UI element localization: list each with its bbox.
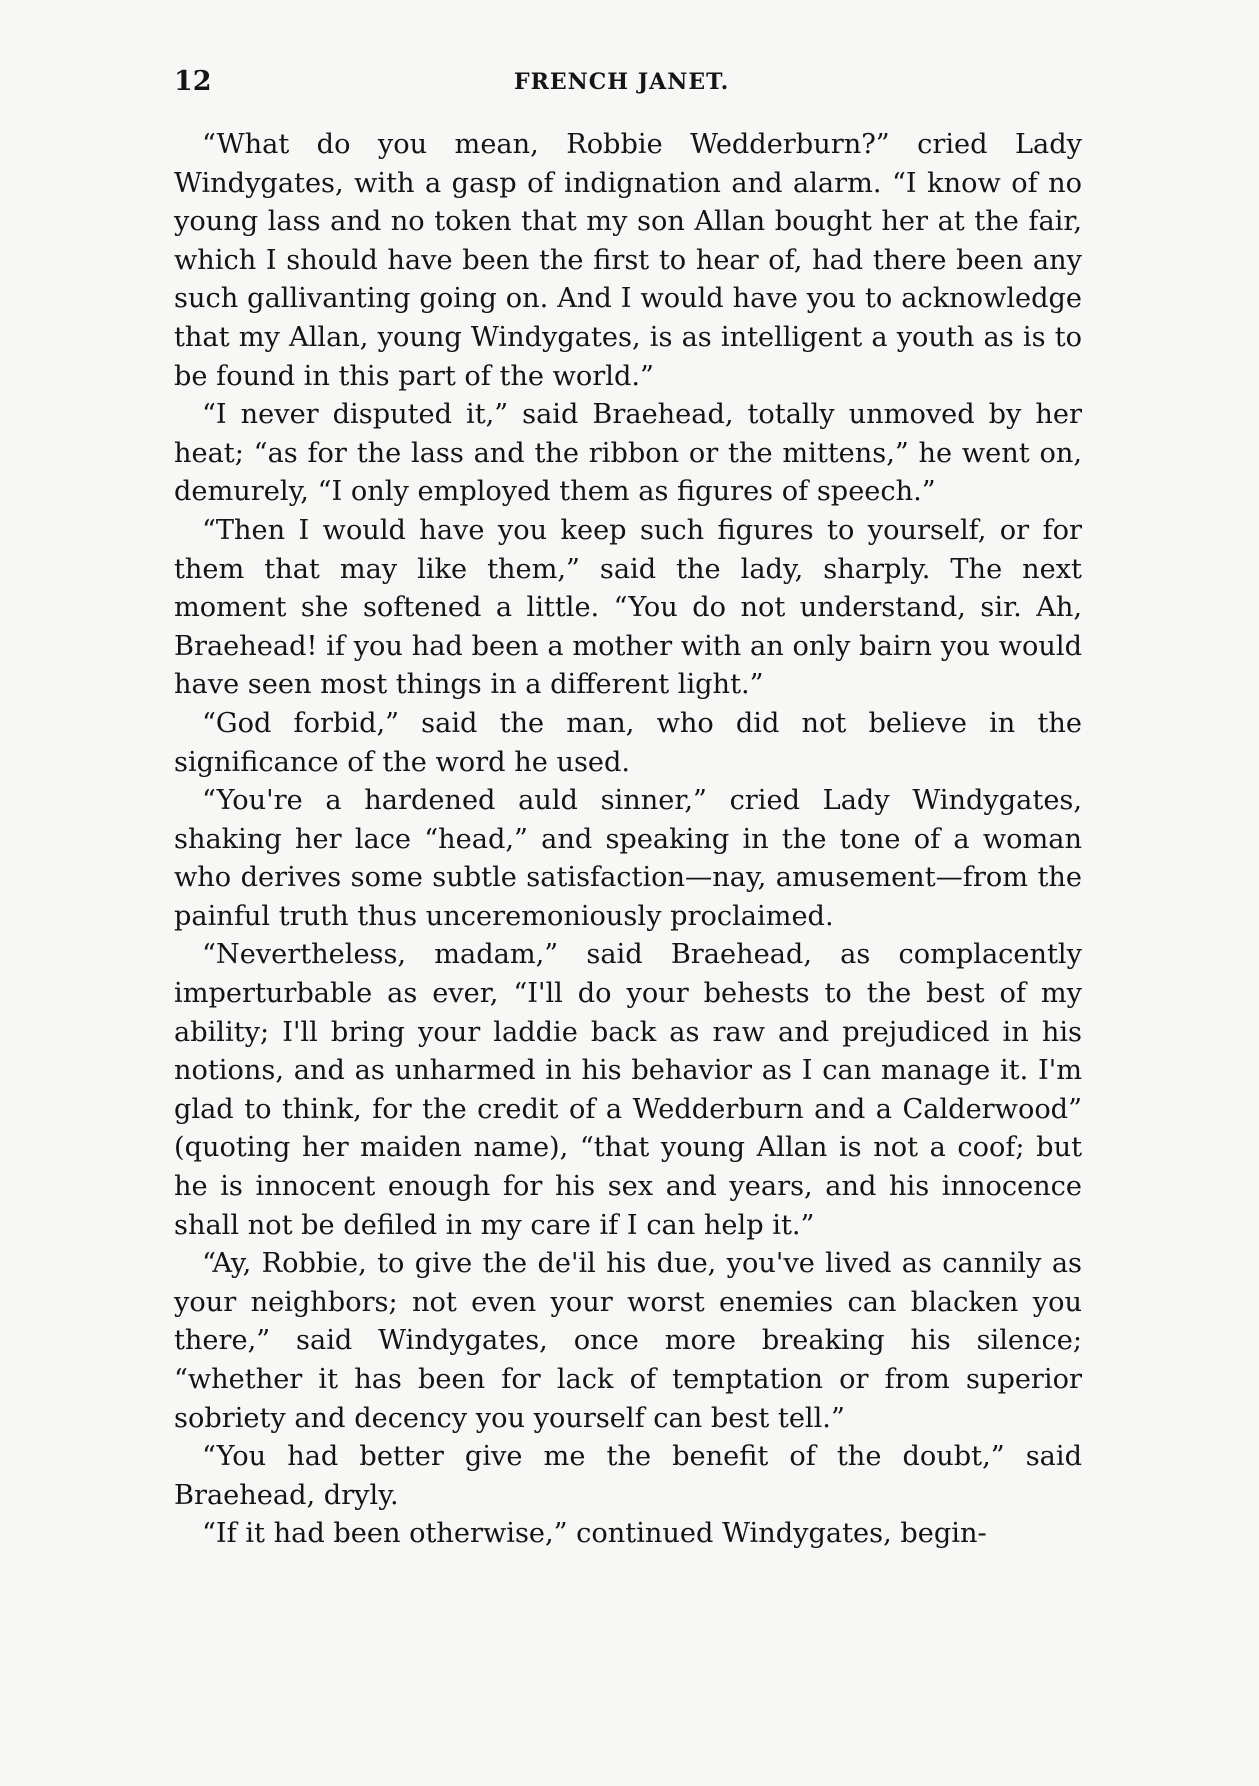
paragraph: “Nevertheless, madam,” said Braehead, as complacently imperturbable as ever, “I'll do your behests to the best of my ability; I'll bring your laddie back as raw and prejudiced in his notions, and as unharmed in his behavior as I can manage it. I'm glad to think, for the credit of a Wedderburn and a Calderwood” (quoting her maiden name), “that young Allan is not a coof; but he is innocent enough for his sex and years, and his innocence shall not be defiled in my care if I can help it.” <box>174 939 1082 1241</box>
paragraph: “You had better give me the benefit of the doubt,” said Braehead, dryly. <box>174 1441 1082 1511</box>
paragraph: “Then I would have you keep such figures to yourself, or for them that may like them,” said the lady, sharply. The next moment she softened a little. “You do not understand, sir. Ah, Braehead! if you had been a mother with an only bairn you would have seen most things in a different light.” <box>174 514 1082 701</box>
page-number: 12 <box>174 66 212 97</box>
paragraph: “I never disputed it,” said Braehead, totally unmoved by her heat; “as for the lass and the ribbon or the mittens,” he went on, demurely, “I only employed them as figures of speech.” <box>174 399 1082 508</box>
running-head <box>174 60 1082 104</box>
paragraph: “If it had been otherwise,” continued Windygates, begin- <box>202 1518 987 1550</box>
paragraph: “What do you mean, Robbie Wedderburn?” cried Lady Windygates, with a gasp of indignation and alarm. “I know of no young lass and no token that my son Allan bought her at the fair, which I should have been the first to hear of, had there been any such gallivanting going on. And I would have you to acknowledge that my Allan, young Windygates, is as intelligent a youth as is to be found in this part of the world.” <box>174 129 1082 392</box>
paragraph: “God forbid,” said the man, who did not believe in the significance of the word he used. <box>174 707 1082 778</box>
paragraph: “You're a hardened auld sinner,” cried Lady Windygates, shaking her lace “head,” and speaking in the tone of a woman who derives some subtle satisfaction—nay, amusement—from the painful truth thus unceremoniously proclaimed. <box>174 785 1082 932</box>
paragraph: “Ay, Robbie, to give the de'il his due, you've lived as cannily as your neighbors; not even your worst enemies can blacken you there,” said Windygates, once more breaking his silence; “whether it has been for lack of temptation or from superior sobriety and decency you yourself can best tell.” <box>174 1248 1082 1434</box>
text-body <box>174 126 1082 1554</box>
running-title: FRENCH JANET. <box>514 69 730 95</box>
